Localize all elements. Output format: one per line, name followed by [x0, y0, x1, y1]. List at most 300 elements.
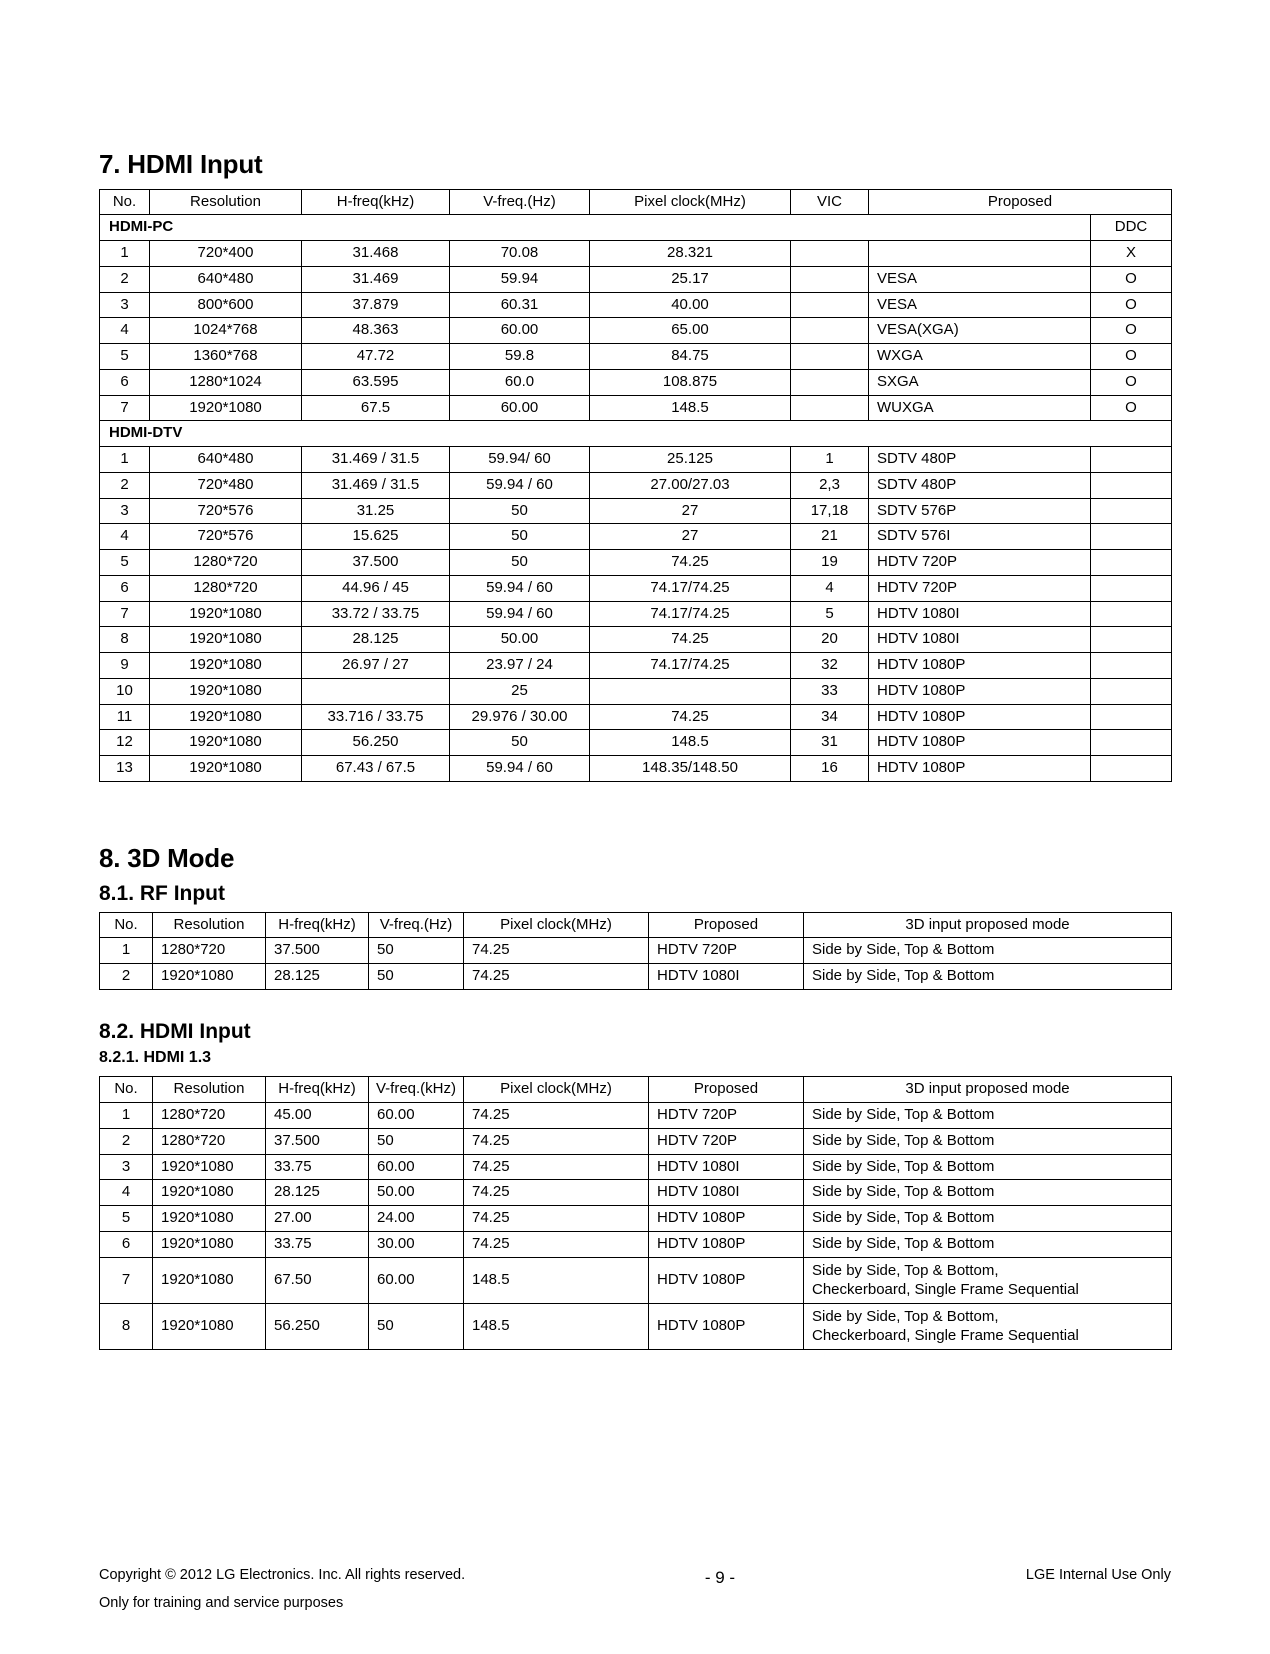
- cell-resolution: 1920*1080: [153, 1257, 266, 1303]
- footer-notice: LGE Internal Use Only: [1025, 1567, 1171, 1583]
- spacer: [99, 990, 1171, 1020]
- cell-ddc: [1091, 472, 1172, 498]
- cell-ddc: [1091, 756, 1172, 782]
- cell-proposed: HDTV 720P: [649, 1103, 804, 1129]
- cell-pixelclock: 148.5: [464, 1303, 649, 1349]
- cell-vic: 4: [791, 575, 869, 601]
- cell-vic: 17,18: [791, 498, 869, 524]
- cell-no: 5: [100, 344, 150, 370]
- col-header-ddc: DDC: [1091, 215, 1172, 241]
- cell-vfreq: 60.00: [450, 395, 590, 421]
- hdmi-input-table-body: [100, 189, 1172, 781]
- col-header-vfreq: V-freq.(kHz): [369, 1077, 464, 1103]
- cell-hfreq: 31.25: [302, 498, 450, 524]
- table-row: [100, 1206, 1172, 1232]
- cell-vic: [791, 369, 869, 395]
- cell-hfreq: 37.500: [266, 1128, 369, 1154]
- table-row: [100, 756, 1172, 782]
- cell-resolution: 1920*1080: [153, 1154, 266, 1180]
- cell-pixelclock: 25.125: [590, 447, 791, 473]
- cell-resolution: 1920*1080: [153, 1231, 266, 1257]
- table-row: [100, 241, 1172, 267]
- cell-vfreq: 50.00: [450, 627, 590, 653]
- cell-vfreq: 59.94 / 60: [450, 601, 590, 627]
- cell-vfreq: 60.00: [369, 1154, 464, 1180]
- cell-vic: 19: [791, 550, 869, 576]
- cell-resolution: 1920*1080: [150, 395, 302, 421]
- cell-hfreq: [302, 678, 450, 704]
- footer-row-secondary: [99, 1593, 1171, 1619]
- cell-proposed: HDTV 1080I: [649, 964, 804, 990]
- cell-vfreq: 59.94/ 60: [450, 447, 590, 473]
- cell-3dmode: Side by Side, Top & Bottom: [804, 1103, 1172, 1129]
- cell-3dmode: Side by Side, Top & Bottom, Checkerboard, Single Frame Sequential: [804, 1257, 1172, 1303]
- cell-resolution: 800*600: [150, 292, 302, 318]
- cell-vic: [791, 344, 869, 370]
- cell-vic: 31: [791, 730, 869, 756]
- cell-hfreq: 28.125: [302, 627, 450, 653]
- cell-vfreq: 60.00: [369, 1103, 464, 1129]
- cell-hfreq: 33.75: [266, 1231, 369, 1257]
- cell-no: 2: [100, 1128, 153, 1154]
- cell-no: 4: [100, 524, 150, 550]
- cell-ddc: [1091, 653, 1172, 679]
- col-header-resolution: Resolution: [153, 912, 266, 938]
- cell-vfreq: 25: [450, 678, 590, 704]
- table-row: [100, 524, 1172, 550]
- cell-resolution: 1920*1080: [153, 1206, 266, 1232]
- table-row: [100, 653, 1172, 679]
- table-row: [100, 1180, 1172, 1206]
- col-header-no: No.: [100, 912, 153, 938]
- cell-hfreq: 15.625: [302, 524, 450, 550]
- table-row: [100, 704, 1172, 730]
- cell-ddc: O: [1091, 395, 1172, 421]
- cell-hfreq: 67.43 / 67.5: [302, 756, 450, 782]
- cell-vic: [791, 318, 869, 344]
- cell-pixelclock: 148.5: [464, 1257, 649, 1303]
- cell-proposed: HDTV 720P: [649, 1128, 804, 1154]
- cell-hfreq: 63.595: [302, 369, 450, 395]
- cell-vfreq: 24.00: [369, 1206, 464, 1232]
- table-row: [100, 1103, 1172, 1129]
- col-header-hfreq: H-freq(kHz): [266, 1077, 369, 1103]
- cell-hfreq: 31.469 / 31.5: [302, 472, 450, 498]
- footer-copyright: Copyright © 2012 LG Electronics. Inc. All rights reserved.: [99, 1567, 466, 1583]
- table-row: [100, 601, 1172, 627]
- cell-resolution: 1920*1080: [150, 704, 302, 730]
- cell-pixelclock: 74.17/74.25: [590, 653, 791, 679]
- cell-ddc: O: [1091, 292, 1172, 318]
- cell-vfreq: 23.97 / 24: [450, 653, 590, 679]
- cell-no: 5: [100, 1206, 153, 1232]
- cell-pixelclock: 74.17/74.25: [590, 601, 791, 627]
- cell-ddc: [1091, 524, 1172, 550]
- cell-resolution: 1280*720: [150, 575, 302, 601]
- group-header-row-hdmi-pc: [100, 215, 1172, 241]
- group-header-row-hdmi-dtv: [100, 421, 1172, 447]
- cell-proposed: SDTV 480P: [869, 447, 1091, 473]
- cell-pixelclock: 27: [590, 524, 791, 550]
- cell-proposed: HDTV 720P: [649, 938, 804, 964]
- cell-proposed: SXGA: [869, 369, 1091, 395]
- cell-proposed: VESA: [869, 266, 1091, 292]
- col-header-pixelclock: Pixel clock(MHz): [590, 189, 791, 215]
- cell-ddc: [1091, 498, 1172, 524]
- table-row: [100, 292, 1172, 318]
- hdmi13-table-body: [100, 1077, 1172, 1349]
- table-row: [100, 964, 1172, 990]
- cell-ddc: O: [1091, 369, 1172, 395]
- cell-proposed: HDTV 1080I: [869, 601, 1091, 627]
- table-row: [100, 318, 1172, 344]
- threed-mode-title: 8. 3D Mode: [99, 842, 235, 873]
- hdmi-input-table: [99, 189, 1172, 782]
- cell-proposed: WXGA: [869, 344, 1091, 370]
- table-row: [100, 1154, 1172, 1180]
- cell-pixelclock: 148.35/148.50: [590, 756, 791, 782]
- cell-pixelclock: 65.00: [590, 318, 791, 344]
- cell-vfreq: 30.00: [369, 1231, 464, 1257]
- cell-resolution: 1920*1080: [150, 730, 302, 756]
- cell-pixelclock: 74.25: [464, 964, 649, 990]
- page-footer: [99, 1565, 1171, 1618]
- cell-pixelclock: 74.25: [464, 938, 649, 964]
- cell-no: 9: [100, 653, 150, 679]
- cell-proposed: HDTV 1080I: [649, 1180, 804, 1206]
- cell-hfreq: 37.879: [302, 292, 450, 318]
- table-row: [100, 1303, 1172, 1349]
- cell-no: 2: [100, 266, 150, 292]
- cell-resolution: 1920*1080: [153, 1303, 266, 1349]
- cell-vfreq: 59.8: [450, 344, 590, 370]
- cell-vic: 2,3: [791, 472, 869, 498]
- cell-proposed: HDTV 720P: [869, 575, 1091, 601]
- cell-proposed: HDTV 1080P: [649, 1303, 804, 1349]
- footer-spacer-right: [911, 1593, 1171, 1614]
- cell-3dmode: Side by Side, Top & Bottom: [804, 964, 1172, 990]
- col-header-proposed: Proposed: [869, 189, 1172, 215]
- cell-proposed: HDTV 1080I: [649, 1154, 804, 1180]
- col-header-vic: VIC: [791, 189, 869, 215]
- cell-vic: 1: [791, 447, 869, 473]
- hdmi-input-3d-title: 8.2. HDMI Input: [99, 1019, 251, 1043]
- cell-pixelclock: 74.25: [590, 550, 791, 576]
- table-row: [100, 344, 1172, 370]
- cell-hfreq: 27.00: [266, 1206, 369, 1232]
- cell-proposed: HDTV 1080P: [649, 1257, 804, 1303]
- cell-no: 7: [100, 1257, 153, 1303]
- cell-no: 7: [100, 601, 150, 627]
- cell-vic: 16: [791, 756, 869, 782]
- col-header-resolution: Resolution: [150, 189, 302, 215]
- cell-ddc: O: [1091, 266, 1172, 292]
- table-row: [100, 1231, 1172, 1257]
- cell-pixelclock: 148.5: [590, 395, 791, 421]
- table-header-row: [100, 1077, 1172, 1103]
- cell-proposed: [869, 241, 1091, 267]
- page-content: [99, 150, 1171, 1350]
- col-header-vfreq: V-freq.(Hz): [450, 189, 590, 215]
- group-label-hdmi-pc: HDMI-PC: [100, 215, 1091, 241]
- cell-proposed: HDTV 1080I: [869, 627, 1091, 653]
- cell-3dmode: Side by Side, Top & Bottom: [804, 1206, 1172, 1232]
- cell-pixelclock: [590, 678, 791, 704]
- cell-no: 6: [100, 369, 150, 395]
- cell-pixelclock: 74.17/74.25: [590, 575, 791, 601]
- cell-pixelclock: 108.875: [590, 369, 791, 395]
- cell-proposed: HDTV 1080P: [869, 704, 1091, 730]
- table-header-row: [100, 912, 1172, 938]
- cell-no: 1: [100, 241, 150, 267]
- cell-vfreq: 50: [450, 498, 590, 524]
- cell-resolution: 1280*720: [153, 1103, 266, 1129]
- cell-pixelclock: 27.00/27.03: [590, 472, 791, 498]
- cell-resolution: 1920*1080: [150, 653, 302, 679]
- col-header-hfreq: H-freq(kHz): [302, 189, 450, 215]
- cell-ddc: [1091, 704, 1172, 730]
- cell-resolution: 1280*720: [153, 1128, 266, 1154]
- cell-vfreq: 59.94 / 60: [450, 756, 590, 782]
- table-row: [100, 1128, 1172, 1154]
- cell-resolution: 720*576: [150, 524, 302, 550]
- cell-3dmode: Side by Side, Top & Bottom, Checkerboard, Single Frame Sequential: [804, 1303, 1172, 1349]
- rf-input-table-body: [100, 912, 1172, 989]
- cell-no: 2: [100, 964, 153, 990]
- cell-vfreq: 70.08: [450, 241, 590, 267]
- rf-input-table: [99, 912, 1172, 990]
- cell-resolution: 1280*720: [153, 938, 266, 964]
- cell-vic: 34: [791, 704, 869, 730]
- cell-no: 10: [100, 678, 150, 704]
- cell-ddc: [1091, 550, 1172, 576]
- cell-proposed: HDTV 1080P: [869, 756, 1091, 782]
- table-row: [100, 550, 1172, 576]
- cell-resolution: 720*400: [150, 241, 302, 267]
- cell-vfreq: 50.00: [369, 1180, 464, 1206]
- col-header-3dmode: 3D input proposed mode: [804, 912, 1172, 938]
- cell-vic: [791, 241, 869, 267]
- cell-no: 3: [100, 292, 150, 318]
- cell-no: 4: [100, 1180, 153, 1206]
- cell-no: 7: [100, 395, 150, 421]
- cell-resolution: 1920*1080: [150, 601, 302, 627]
- cell-hfreq: 26.97 / 27: [302, 653, 450, 679]
- cell-hfreq: 31.469: [302, 266, 450, 292]
- hdmi13-title: 8.2.1. HDMI 1.3: [99, 1048, 212, 1066]
- cell-vic: 33: [791, 678, 869, 704]
- cell-vfreq: 60.00: [450, 318, 590, 344]
- cell-hfreq: 33.72 / 33.75: [302, 601, 450, 627]
- cell-no: 4: [100, 318, 150, 344]
- cell-no: 6: [100, 575, 150, 601]
- cell-3dmode: Side by Side, Top & Bottom: [804, 1180, 1172, 1206]
- cell-resolution: 640*480: [150, 447, 302, 473]
- cell-vfreq: 50: [369, 964, 464, 990]
- table-row: [100, 627, 1172, 653]
- col-header-3dmode: 3D input proposed mode: [804, 1077, 1172, 1103]
- cell-ddc: [1091, 627, 1172, 653]
- cell-vic: 32: [791, 653, 869, 679]
- cell-vic: 5: [791, 601, 869, 627]
- cell-proposed: HDTV 1080P: [869, 653, 1091, 679]
- cell-pixelclock: 28.321: [590, 241, 791, 267]
- cell-ddc: X: [1091, 241, 1172, 267]
- rf-input-title: 8.1. RF Input: [99, 882, 225, 906]
- cell-no: 2: [100, 472, 150, 498]
- cell-hfreq: 44.96 / 45: [302, 575, 450, 601]
- cell-resolution: 1920*1080: [153, 1180, 266, 1206]
- cell-ddc: [1091, 601, 1172, 627]
- cell-hfreq: 47.72: [302, 344, 450, 370]
- cell-resolution: 1280*720: [150, 550, 302, 576]
- cell-hfreq: 31.469 / 31.5: [302, 447, 450, 473]
- col-header-pixelclock: Pixel clock(MHz): [464, 912, 649, 938]
- cell-hfreq: 37.500: [266, 938, 369, 964]
- cell-vfreq: 50: [450, 730, 590, 756]
- col-header-no: No.: [100, 1077, 153, 1103]
- table-row: [100, 678, 1172, 704]
- cell-ddc: O: [1091, 318, 1172, 344]
- cell-no: 6: [100, 1231, 153, 1257]
- cell-pixelclock: 74.25: [464, 1180, 649, 1206]
- cell-no: 11: [100, 704, 150, 730]
- col-header-no: No.: [100, 189, 150, 215]
- cell-3dmode: Side by Side, Top & Bottom: [804, 938, 1172, 964]
- cell-pixelclock: 74.25: [464, 1206, 649, 1232]
- cell-resolution: 1920*1080: [150, 627, 302, 653]
- cell-vfreq: 59.94 / 60: [450, 575, 590, 601]
- col-header-resolution: Resolution: [153, 1077, 266, 1103]
- cell-vfreq: 60.00: [369, 1257, 464, 1303]
- cell-vfreq: 60.31: [450, 292, 590, 318]
- hdmi13-table: [99, 1076, 1172, 1349]
- footer-row: [99, 1565, 1171, 1591]
- cell-hfreq: 28.125: [266, 964, 369, 990]
- cell-no: 8: [100, 1303, 153, 1349]
- cell-proposed: SDTV 576I: [869, 524, 1091, 550]
- col-header-proposed: Proposed: [649, 1077, 804, 1103]
- cell-vfreq: 29.976 / 30.00: [450, 704, 590, 730]
- cell-pixelclock: 74.25: [464, 1103, 649, 1129]
- table-row: [100, 266, 1172, 292]
- cell-hfreq: 67.50: [266, 1257, 369, 1303]
- footer-spacer: [718, 1593, 723, 1619]
- col-header-pixelclock: Pixel clock(MHz): [464, 1077, 649, 1103]
- table-row: [100, 395, 1172, 421]
- cell-vfreq: 60.0: [450, 369, 590, 395]
- cell-pixelclock: 74.25: [590, 627, 791, 653]
- cell-vfreq: 59.94 / 60: [450, 472, 590, 498]
- cell-resolution: 1920*1080: [150, 678, 302, 704]
- cell-hfreq: 28.125: [266, 1180, 369, 1206]
- cell-hfreq: 56.250: [266, 1303, 369, 1349]
- table-row: [100, 472, 1172, 498]
- cell-vic: 20: [791, 627, 869, 653]
- cell-ddc: [1091, 730, 1172, 756]
- cell-no: 1: [100, 447, 150, 473]
- cell-hfreq: 33.716 / 33.75: [302, 704, 450, 730]
- table-row: [100, 938, 1172, 964]
- cell-ddc: [1091, 678, 1172, 704]
- cell-no: 13: [100, 756, 150, 782]
- cell-resolution: 1024*768: [150, 318, 302, 344]
- cell-proposed: SDTV 576P: [869, 498, 1091, 524]
- cell-no: 1: [100, 1103, 153, 1129]
- cell-vfreq: 50: [450, 550, 590, 576]
- cell-vfreq: 50: [369, 1128, 464, 1154]
- cell-resolution: 720*576: [150, 498, 302, 524]
- cell-resolution: 1280*1024: [150, 369, 302, 395]
- cell-pixelclock: 40.00: [590, 292, 791, 318]
- cell-hfreq: 67.5: [302, 395, 450, 421]
- cell-pixelclock: 74.25: [464, 1231, 649, 1257]
- cell-vfreq: 50: [369, 1303, 464, 1349]
- cell-vfreq: 59.94: [450, 266, 590, 292]
- col-header-hfreq: H-freq(kHz): [266, 912, 369, 938]
- page-title: 7. HDMI Input: [99, 149, 263, 179]
- cell-pixelclock: 148.5: [590, 730, 791, 756]
- cell-resolution: 1920*1080: [153, 964, 266, 990]
- cell-vic: [791, 266, 869, 292]
- cell-vic: 21: [791, 524, 869, 550]
- col-header-proposed: Proposed: [649, 912, 804, 938]
- col-header-vfreq: V-freq.(Hz): [369, 912, 464, 938]
- table-row: [100, 575, 1172, 601]
- cell-proposed: WUXGA: [869, 395, 1091, 421]
- cell-hfreq: 48.363: [302, 318, 450, 344]
- cell-proposed: HDTV 1080P: [869, 678, 1091, 704]
- cell-proposed: VESA(XGA): [869, 318, 1091, 344]
- cell-hfreq: 33.75: [266, 1154, 369, 1180]
- cell-proposed: HDTV 720P: [869, 550, 1091, 576]
- cell-pixelclock: 84.75: [590, 344, 791, 370]
- table-row: [100, 498, 1172, 524]
- cell-proposed: HDTV 1080P: [649, 1231, 804, 1257]
- cell-3dmode: Side by Side, Top & Bottom: [804, 1154, 1172, 1180]
- cell-vfreq: 50: [450, 524, 590, 550]
- cell-proposed: HDTV 1080P: [869, 730, 1091, 756]
- cell-no: 8: [100, 627, 150, 653]
- cell-hfreq: 31.468: [302, 241, 450, 267]
- cell-pixelclock: 27: [590, 498, 791, 524]
- cell-proposed: SDTV 480P: [869, 472, 1091, 498]
- cell-3dmode: Side by Side, Top & Bottom: [804, 1231, 1172, 1257]
- cell-vic: [791, 292, 869, 318]
- cell-hfreq: 56.250: [302, 730, 450, 756]
- table-header-row: [100, 189, 1172, 215]
- cell-no: 1: [100, 938, 153, 964]
- cell-no: 3: [100, 1154, 153, 1180]
- cell-ddc: [1091, 447, 1172, 473]
- table-row: [100, 1257, 1172, 1303]
- cell-ddc: O: [1091, 344, 1172, 370]
- table-row: [100, 447, 1172, 473]
- cell-3dmode: Side by Side, Top & Bottom: [804, 1128, 1172, 1154]
- table-row: [100, 730, 1172, 756]
- cell-resolution: 720*480: [150, 472, 302, 498]
- cell-resolution: 640*480: [150, 266, 302, 292]
- cell-resolution: 1920*1080: [150, 756, 302, 782]
- cell-no: 3: [100, 498, 150, 524]
- cell-hfreq: 45.00: [266, 1103, 369, 1129]
- footer-page-number: - 9 -: [704, 1568, 736, 1587]
- spacer: [99, 782, 1171, 844]
- cell-hfreq: 37.500: [302, 550, 450, 576]
- cell-vic: [791, 395, 869, 421]
- table-row: [100, 369, 1172, 395]
- cell-pixelclock: 74.25: [590, 704, 791, 730]
